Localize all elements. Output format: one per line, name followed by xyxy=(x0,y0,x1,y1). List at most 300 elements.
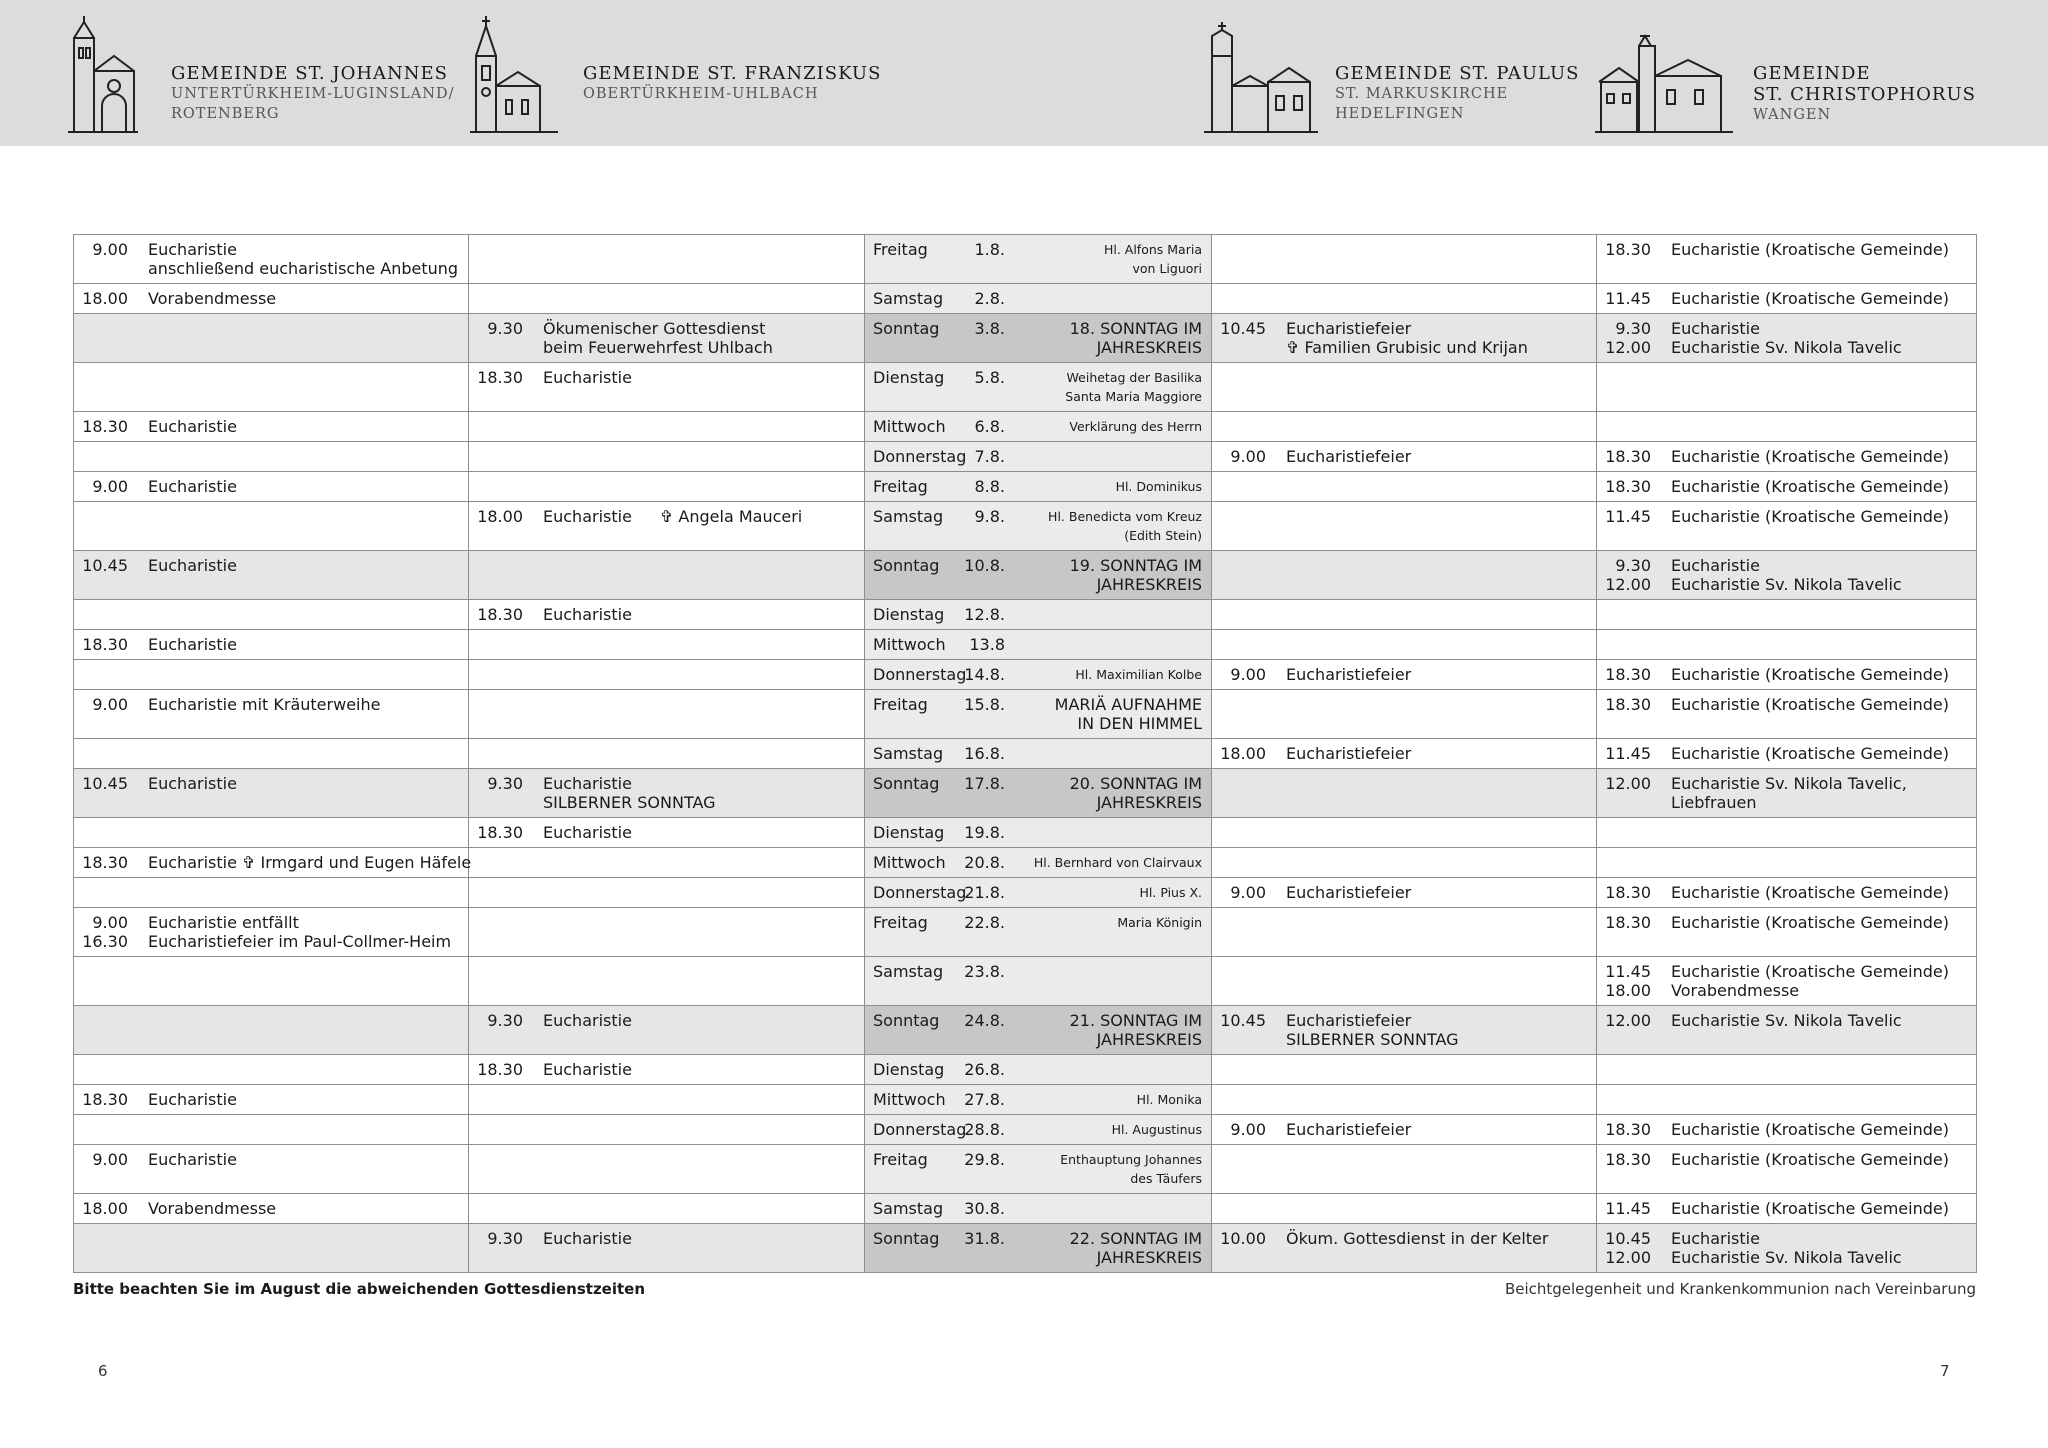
service-description: anschließend eucharistische Anbetung xyxy=(148,259,459,278)
schedule-row xyxy=(74,769,1977,818)
service-description: Eucharistiefeier xyxy=(1286,1120,1412,1139)
feast-day: 21. SONNTAG IM JAHRESKREIS xyxy=(1069,1011,1202,1049)
christophorus-cell xyxy=(1597,957,1977,1006)
schedule-row xyxy=(74,502,1977,551)
paulus-cell xyxy=(1212,690,1597,739)
schedule-row xyxy=(74,412,1977,442)
date-cell xyxy=(865,412,1212,442)
service-time: 12.00 xyxy=(1605,1248,1651,1267)
service-entry xyxy=(1597,665,1976,684)
service-time: 18.30 xyxy=(82,417,128,436)
schedule-row xyxy=(74,690,1977,739)
schedule-row xyxy=(74,1006,1977,1055)
johannes-cell xyxy=(74,314,469,363)
service-description: Eucharistie (Kroatische Gemeinde) xyxy=(1671,695,1949,714)
service-description: Eucharistie Sv. Nikola Tavelic xyxy=(1671,338,1902,357)
service-time: 18.30 xyxy=(1605,477,1651,496)
feast-day: Hl. Bernhard von Clairvaux xyxy=(1033,855,1202,870)
date-cell xyxy=(865,818,1212,848)
weekday: Samstag xyxy=(873,1199,944,1218)
christophorus-cell xyxy=(1597,442,1977,472)
date: 19.8. xyxy=(964,823,1005,842)
franziskus-cell xyxy=(469,690,865,739)
service-entry xyxy=(74,289,468,308)
service-entry xyxy=(1212,1229,1596,1248)
service-entry xyxy=(1597,744,1976,763)
date: 23.8. xyxy=(964,962,1005,981)
service-entry xyxy=(1597,1199,1976,1218)
service-description: Eucharistie (Kroatische Gemeinde) xyxy=(1671,962,1949,981)
date: 14.8. xyxy=(964,665,1005,684)
feast-day: Hl. Dominikus xyxy=(1115,479,1202,494)
service-entry xyxy=(1212,665,1596,684)
service-description: Eucharistie (Kroatische Gemeinde) xyxy=(1671,1120,1949,1139)
service-entry xyxy=(1597,507,1976,526)
johannes-cell xyxy=(74,690,469,739)
service-time xyxy=(469,338,523,357)
weekday: Donnerstag xyxy=(873,883,967,902)
paulus-cell xyxy=(1212,818,1597,848)
christophorus-cell xyxy=(1597,412,1977,442)
johannes-cell xyxy=(74,1224,469,1273)
christophorus-cell xyxy=(1597,848,1977,878)
paulus-cell xyxy=(1212,412,1597,442)
christophorus-cell xyxy=(1597,908,1977,957)
service-entry xyxy=(469,1229,864,1248)
service-time: 9.30 xyxy=(1615,319,1651,338)
service-description: Eucharistie (Kroatische Gemeinde) xyxy=(1671,1199,1949,1218)
johannes-cell xyxy=(74,630,469,660)
date: 17.8. xyxy=(964,774,1005,793)
service-entry xyxy=(74,932,468,951)
christophorus-cell xyxy=(1597,1115,1977,1145)
service-time: 9.00 xyxy=(92,1150,128,1169)
paulus-cell xyxy=(1212,314,1597,363)
feast-day xyxy=(1005,1060,1202,1079)
christophorus-cell xyxy=(1597,1224,1977,1273)
johannes-cell xyxy=(74,1194,469,1224)
weekday: Donnerstag xyxy=(873,1120,967,1139)
feast-day xyxy=(1005,823,1202,842)
paulus-cell xyxy=(1212,1085,1597,1115)
page-number-right: 7 xyxy=(1940,1362,1950,1380)
date: 5.8. xyxy=(974,368,1005,387)
feast-day: Enthauptung Johannes des Täufers xyxy=(1060,1152,1202,1186)
confession-note: Beichtgelegenheit und Krankenkommunion nach Vereinbarung xyxy=(1504,1280,1976,1298)
franziskus-cell xyxy=(469,630,865,660)
date: 26.8. xyxy=(964,1060,1005,1079)
service-entry xyxy=(74,556,468,575)
weekday: Freitag xyxy=(873,1150,928,1169)
service-time: 18.00 xyxy=(82,1199,128,1218)
service-schedule-table xyxy=(73,234,1977,1273)
weekday: Dienstag xyxy=(873,1060,945,1079)
paulus-cell xyxy=(1212,472,1597,502)
service-description: Eucharistie xyxy=(148,417,237,436)
service-time: 18.30 xyxy=(1605,913,1651,932)
date-cell xyxy=(865,957,1212,1006)
date-cell xyxy=(865,472,1212,502)
christophorus-cell xyxy=(1597,1145,1977,1194)
service-description: Eucharistie ✞ Irmgard und Eugen Häfele xyxy=(148,853,472,872)
paulus-cell xyxy=(1212,1145,1597,1194)
date-cell xyxy=(865,769,1212,818)
christophorus-cell xyxy=(1597,314,1977,363)
service-time: 10.00 xyxy=(1220,1229,1266,1248)
service-description: Eucharistie (Kroatische Gemeinde) xyxy=(1671,913,1949,932)
service-time: 9.00 xyxy=(92,695,128,714)
service-time: 11.45 xyxy=(1605,962,1651,981)
johannes-cell xyxy=(74,600,469,630)
service-description: Eucharistie xyxy=(148,1150,237,1169)
service-entry xyxy=(1597,774,1976,793)
christophorus-cell xyxy=(1597,878,1977,908)
service-entry xyxy=(1597,1011,1976,1030)
service-time: 11.45 xyxy=(1605,289,1651,308)
service-description: SILBERNER SONNTAG xyxy=(1286,1030,1459,1049)
franziskus-cell xyxy=(469,1115,865,1145)
church-drawing-icon xyxy=(68,16,138,136)
date-cell xyxy=(865,660,1212,690)
service-time: 18.30 xyxy=(1605,447,1651,466)
service-time xyxy=(469,793,523,812)
service-entry xyxy=(1597,477,1976,496)
franziskus-cell xyxy=(469,314,865,363)
service-entry xyxy=(1597,695,1976,714)
service-description: Eucharistie xyxy=(148,556,237,575)
service-description: beim Feuerwehrfest Uhlbach xyxy=(543,338,773,357)
church-drawing-icon xyxy=(1595,16,1735,136)
service-entry xyxy=(1597,883,1976,902)
feast-day xyxy=(1005,447,1202,466)
johannes-cell xyxy=(74,769,469,818)
date: 10.8. xyxy=(964,556,1005,575)
service-entry xyxy=(469,507,864,526)
service-entry xyxy=(469,823,864,842)
schedule-row xyxy=(74,472,1977,502)
christophorus-cell xyxy=(1597,1055,1977,1085)
date: 13.8 xyxy=(969,635,1005,654)
service-description: Eucharistie xyxy=(148,774,237,793)
schedule-row xyxy=(74,1115,1977,1145)
christophorus-cell xyxy=(1597,818,1977,848)
date: 28.8. xyxy=(964,1120,1005,1139)
service-entry xyxy=(1597,240,1976,259)
page-number-left: 6 xyxy=(98,1362,108,1380)
franziskus-cell xyxy=(469,769,865,818)
johannes-cell xyxy=(74,957,469,1006)
schedule-row xyxy=(74,600,1977,630)
parish-location: OBERTÜRKHEIM-UHLBACH xyxy=(583,86,819,102)
schedule-row xyxy=(74,284,1977,314)
feast-day: 20. SONNTAG IM JAHRESKREIS xyxy=(1069,774,1202,812)
service-entry xyxy=(469,793,864,812)
johannes-cell xyxy=(74,739,469,769)
date-cell xyxy=(865,848,1212,878)
christophorus-cell xyxy=(1597,739,1977,769)
service-time: 10.45 xyxy=(82,774,128,793)
parish-location: ROTENBERG xyxy=(171,106,280,122)
parish-name: GEMEINDE ST. FRANZISKUS xyxy=(583,63,882,84)
schedule-row xyxy=(74,314,1977,363)
service-entry xyxy=(74,695,468,714)
weekday: Mittwoch xyxy=(873,853,946,872)
weekday: Mittwoch xyxy=(873,635,946,654)
date-cell xyxy=(865,551,1212,600)
date: 30.8. xyxy=(964,1199,1005,1218)
service-entry xyxy=(1597,575,1976,594)
christophorus-cell xyxy=(1597,502,1977,551)
service-entry xyxy=(74,417,468,436)
service-description: Eucharistie xyxy=(148,477,237,496)
weekday: Dienstag xyxy=(873,823,945,842)
christophorus-cell xyxy=(1597,600,1977,630)
feast-day: Maria Königin xyxy=(1117,915,1202,930)
franziskus-cell xyxy=(469,412,865,442)
service-entry xyxy=(469,774,864,793)
weekday: Donnerstag xyxy=(873,447,967,466)
paulus-cell xyxy=(1212,630,1597,660)
schedule-row xyxy=(74,630,1977,660)
service-description: Eucharistie (Kroatische Gemeinde) xyxy=(1671,289,1949,308)
service-description: Eucharistiefeier xyxy=(1286,1011,1412,1030)
parish-name: GEMEINDE ST. PAULUS xyxy=(1335,63,1580,84)
service-time: 12.00 xyxy=(1605,338,1651,357)
service-entry xyxy=(1597,962,1976,981)
service-description: Eucharistie (Kroatische Gemeinde) xyxy=(1671,1150,1949,1169)
schedule-row xyxy=(74,1145,1977,1194)
service-entry xyxy=(74,853,472,872)
date: 3.8. xyxy=(974,319,1005,338)
service-time: 16.30 xyxy=(82,932,128,951)
franziskus-cell xyxy=(469,442,865,472)
service-description: Eucharistie entfällt xyxy=(148,913,299,932)
date: 20.8. xyxy=(964,853,1005,872)
weekday: Mittwoch xyxy=(873,1090,946,1109)
service-description: Eucharistie Sv. Nikola Tavelic xyxy=(1671,1011,1902,1030)
service-description: Eucharistie xyxy=(148,1090,237,1109)
johannes-cell xyxy=(74,1055,469,1085)
service-entry xyxy=(1597,913,1976,932)
service-entry xyxy=(469,1011,864,1030)
franziskus-cell xyxy=(469,878,865,908)
date-cell xyxy=(865,1194,1212,1224)
schedule-row xyxy=(74,551,1977,600)
weekday: Samstag xyxy=(873,744,944,763)
date: 21.8. xyxy=(964,883,1005,902)
service-time xyxy=(1212,1030,1266,1049)
date-cell xyxy=(865,630,1212,660)
service-time: 9.00 xyxy=(92,477,128,496)
schedule-row xyxy=(74,818,1977,848)
schedule-row xyxy=(74,1055,1977,1085)
service-entry xyxy=(74,774,468,793)
service-time: 9.00 xyxy=(1230,1120,1266,1139)
paulus-cell xyxy=(1212,660,1597,690)
feast-day xyxy=(1005,1199,1202,1218)
christophorus-cell xyxy=(1597,363,1977,412)
franziskus-cell xyxy=(469,472,865,502)
date-cell xyxy=(865,1055,1212,1085)
service-description: Eucharistie (Kroatische Gemeinde) xyxy=(1671,447,1949,466)
service-description: Eucharistie (Kroatische Gemeinde) xyxy=(1671,507,1949,526)
service-entry xyxy=(74,477,468,496)
johannes-cell xyxy=(74,502,469,551)
service-time: 12.00 xyxy=(1605,1011,1651,1030)
service-time: 18.30 xyxy=(1605,1120,1651,1139)
service-entry xyxy=(1212,319,1596,338)
service-time: 9.00 xyxy=(92,240,128,259)
feast-day: Hl. Alfons Maria von Liguori xyxy=(1103,242,1202,276)
service-description: Eucharistie xyxy=(1671,319,1760,338)
date-cell xyxy=(865,284,1212,314)
paulus-cell xyxy=(1212,502,1597,551)
parish-location: WANGEN xyxy=(1753,107,1832,123)
service-description: Eucharistiefeier xyxy=(1286,744,1412,763)
johannes-cell xyxy=(74,551,469,600)
weekday: Sonntag xyxy=(873,774,940,793)
schedule-row xyxy=(74,908,1977,957)
service-description: Eucharistie xyxy=(543,1011,632,1030)
service-description: Liebfrauen xyxy=(1671,793,1757,812)
parish-location: HEDELFINGEN xyxy=(1335,106,1465,122)
franziskus-cell xyxy=(469,284,865,314)
christophorus-cell xyxy=(1597,630,1977,660)
franziskus-cell xyxy=(469,957,865,1006)
service-entry xyxy=(1212,883,1596,902)
paulus-cell xyxy=(1212,235,1597,284)
service-entry xyxy=(1597,1150,1976,1169)
service-time: 18.30 xyxy=(82,635,128,654)
date: 29.8. xyxy=(964,1150,1005,1169)
service-description: Eucharistiefeier xyxy=(1286,319,1412,338)
service-time: 10.45 xyxy=(1605,1229,1651,1248)
johannes-cell xyxy=(74,442,469,472)
service-entry xyxy=(1597,447,1976,466)
franziskus-cell xyxy=(469,660,865,690)
schedule-row xyxy=(74,660,1977,690)
feast-day xyxy=(1005,289,1202,308)
johannes-cell xyxy=(74,1115,469,1145)
feast-day xyxy=(1005,744,1202,763)
service-description: SILBERNER SONNTAG xyxy=(543,793,716,812)
johannes-cell xyxy=(74,235,469,284)
weekday: Freitag xyxy=(873,913,928,932)
date-cell xyxy=(865,908,1212,957)
feast-day: Hl. Benedicta vom Kreuz (Edith Stein) xyxy=(1048,509,1202,543)
service-description: Eucharistie xyxy=(1671,1229,1760,1248)
date-cell xyxy=(865,690,1212,739)
service-entry xyxy=(1212,1011,1596,1030)
weekday: Dienstag xyxy=(873,605,945,624)
date-cell xyxy=(865,1145,1212,1194)
johannes-cell xyxy=(74,818,469,848)
service-time: 9.30 xyxy=(487,774,523,793)
service-time: 9.30 xyxy=(1615,556,1651,575)
christophorus-cell xyxy=(1597,769,1977,818)
service-time: 10.45 xyxy=(82,556,128,575)
service-time: 18.30 xyxy=(1605,665,1651,684)
service-time: 10.45 xyxy=(1220,1011,1266,1030)
christophorus-cell xyxy=(1597,660,1977,690)
christophorus-cell xyxy=(1597,472,1977,502)
date: 6.8. xyxy=(974,417,1005,436)
franziskus-cell xyxy=(469,1006,865,1055)
header-band xyxy=(0,0,2048,146)
service-description: Vorabendmesse xyxy=(148,1199,277,1218)
paulus-cell xyxy=(1212,769,1597,818)
weekday: Sonntag xyxy=(873,556,940,575)
service-entry xyxy=(74,1090,468,1109)
service-entry xyxy=(1597,1229,1976,1248)
weekday: Freitag xyxy=(873,695,928,714)
johannes-cell xyxy=(74,472,469,502)
service-entry xyxy=(469,368,864,387)
service-description: Eucharistiefeier xyxy=(1286,665,1412,684)
date-cell xyxy=(865,235,1212,284)
date: 12.8. xyxy=(964,605,1005,624)
franziskus-cell xyxy=(469,363,865,412)
service-entry xyxy=(74,259,468,278)
service-description: Eucharistie xyxy=(543,368,632,387)
date-cell xyxy=(865,1224,1212,1273)
service-time: 12.00 xyxy=(1605,575,1651,594)
paulus-cell xyxy=(1212,957,1597,1006)
paulus-cell xyxy=(1212,1224,1597,1273)
parish-location: UNTERTÜRKHEIM-LUGINSLAND/ xyxy=(171,86,455,102)
service-entry xyxy=(74,1199,468,1218)
franziskus-cell xyxy=(469,1224,865,1273)
service-description: Eucharistie Sv. Nikola Tavelic xyxy=(1671,1248,1902,1267)
feast-day: 19. SONNTAG IM JAHRESKREIS xyxy=(1069,556,1202,594)
service-time xyxy=(74,259,128,278)
date-cell xyxy=(865,1085,1212,1115)
schedule-row xyxy=(74,878,1977,908)
service-description: Eucharistie xyxy=(148,635,237,654)
service-time: 18.30 xyxy=(1605,1150,1651,1169)
service-description: Eucharistie mit Kräuterweihe xyxy=(148,695,381,714)
date: 15.8. xyxy=(964,695,1005,714)
service-description: Eucharistiefeier xyxy=(1286,447,1412,466)
service-entry xyxy=(74,1150,468,1169)
service-description: Eucharistie xyxy=(1671,556,1760,575)
schedule-row xyxy=(74,363,1977,412)
christophorus-cell xyxy=(1597,690,1977,739)
christophorus-cell xyxy=(1597,1085,1977,1115)
feast-day: Hl. Augustinus xyxy=(1111,1122,1202,1137)
service-entry xyxy=(1597,319,1976,338)
church-drawing-icon xyxy=(1200,16,1320,136)
christophorus-cell xyxy=(1597,1194,1977,1224)
service-time: 18.30 xyxy=(1605,695,1651,714)
service-time: 18.00 xyxy=(1605,981,1651,1000)
service-entry xyxy=(1212,744,1596,763)
service-time: 18.30 xyxy=(82,853,128,872)
service-description: Eucharistie xyxy=(543,1229,632,1248)
service-time: 9.30 xyxy=(487,319,523,338)
service-entry xyxy=(1597,289,1976,308)
paulus-cell xyxy=(1212,1194,1597,1224)
service-description: Eucharistie xyxy=(543,823,632,842)
service-time: 18.30 xyxy=(1605,883,1651,902)
franziskus-cell xyxy=(469,818,865,848)
parish-name: GEMEINDE ST. JOHANNES xyxy=(171,63,449,84)
parish-location: ST. MARKUSKIRCHE xyxy=(1335,86,1509,102)
franziskus-cell xyxy=(469,551,865,600)
johannes-cell xyxy=(74,363,469,412)
schedule-row xyxy=(74,1085,1977,1115)
service-description: Eucharistie Sv. Nikola Tavelic, xyxy=(1671,774,1907,793)
